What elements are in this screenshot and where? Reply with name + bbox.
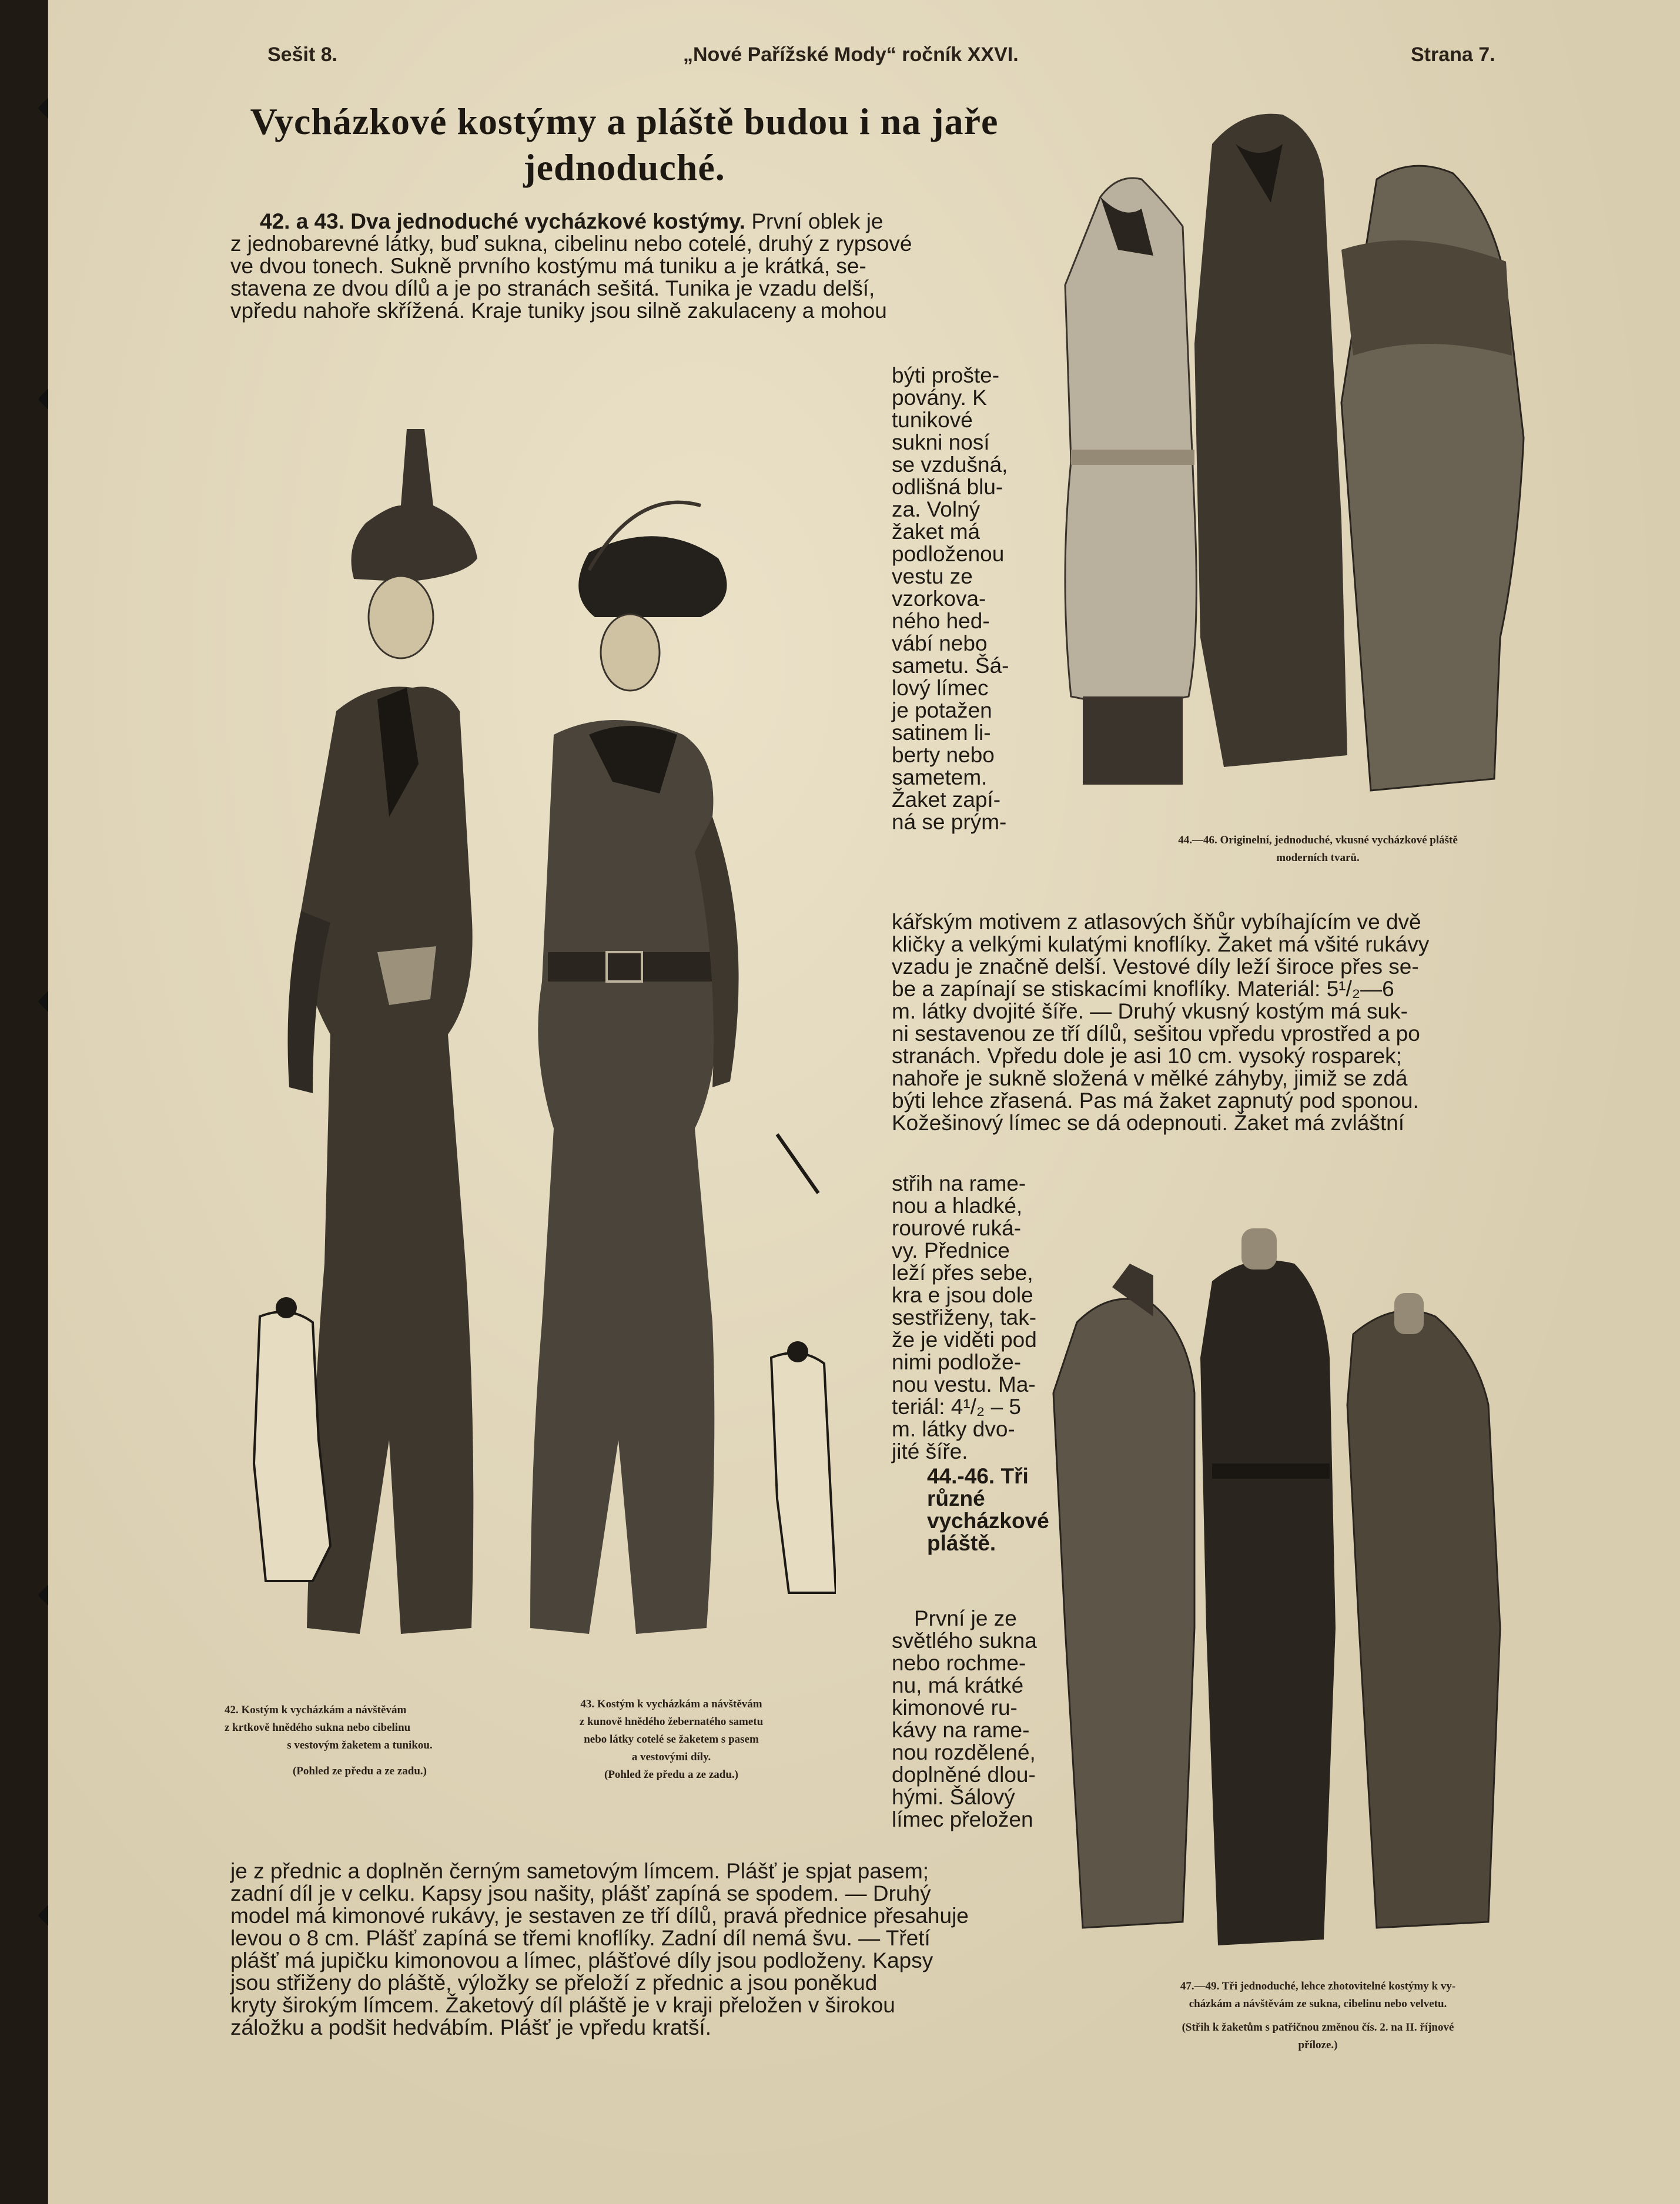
text-line: vestu ze xyxy=(892,564,973,588)
text-line: jité šíře. xyxy=(892,1439,968,1463)
text-line: nu, má krátké xyxy=(892,1673,1024,1697)
text-line: za. Volný xyxy=(892,497,980,521)
text-line: berty nebo xyxy=(892,743,995,767)
text-line: je potažen xyxy=(892,698,992,722)
caption-42 xyxy=(225,1701,495,1780)
text-line: satinem li- xyxy=(892,721,991,745)
text-line: je z přednic a doplněn černým sametovým límcem. Plášť je spjat pasem; xyxy=(230,1859,929,1883)
section-heading-42-43: 42. a 43. Dva jednoduché vycházkové kostýmy. xyxy=(260,209,746,233)
scanner-edge xyxy=(0,0,47,2204)
magazine-title: „Nové Pařížské Mody“ ročník XXVI. xyxy=(683,43,1019,66)
caption-line: z krtkově hnědého sukna nebo cibelinu xyxy=(225,1721,411,1734)
text-line: teriál: 4¹/₂ – 5 xyxy=(892,1395,1022,1419)
text-line: model má kimonové rukávy, je sestaven ze tří dílů, pravá přednice přesahuje xyxy=(230,1904,969,1928)
article-title: Vycházkové kostýmy a pláště budou i na jaře jednoduché. xyxy=(250,101,999,188)
intro-paragraph xyxy=(230,210,1080,322)
text-line: vpředu nahoře skřížená. Kraje tuniky jsou silně zakulaceny a mohou xyxy=(230,299,887,323)
caption-line: příloze.) xyxy=(1298,2039,1338,2051)
caption-line: s vestovým žaketem a tunikou. xyxy=(287,1739,433,1751)
text-line: kra e jsou dole xyxy=(892,1283,1033,1307)
text-line: se vzdušná, xyxy=(892,453,1008,477)
text-line: límec přeložen xyxy=(892,1807,1033,1831)
text-line: stranách. Vpředu dole je asi 10 cm. vysoký rosparek; xyxy=(892,1044,1402,1068)
text-line: První je ze xyxy=(914,1606,1017,1630)
text-line: vzorkova- xyxy=(892,587,986,611)
text-line: střih na rame- xyxy=(892,1171,1026,1195)
fashion-plate-42-43 xyxy=(213,406,836,1669)
caption-line: 43. Kostým k vycházkám a návštěvám xyxy=(580,1698,762,1710)
text-line: leží přes sebe, xyxy=(892,1261,1033,1285)
text-line: světlého sukna xyxy=(892,1629,1037,1653)
text-line: zadní díl je v celku. Kapsy jsou našity, plášť zapíná se spodem. — Druhý xyxy=(230,1881,931,1905)
caption-line: (Pohled že předu a ze zadu.) xyxy=(604,1768,738,1781)
text-line: stavena ze dvou dílů a je po stranách sešitá. Tunika je vzadu delší, xyxy=(230,276,875,300)
caption-line: z kunově hnědého žebernatého sametu xyxy=(579,1716,764,1728)
text-line: nimi podlože- xyxy=(892,1350,1022,1374)
text-line: že je viděti pod xyxy=(892,1328,1037,1352)
text-line: tunikové xyxy=(892,408,973,432)
text-line: vy. Přednice xyxy=(892,1238,1010,1262)
text-line: nou a hladké, xyxy=(892,1194,1023,1218)
text-line: jsou střiženy do pláště, výložky se přeloží z přednic a jsou poněkud xyxy=(230,1971,878,1995)
text-line: ni sestavenou ze tří dílů, sešitou vpředu vprostřed a po xyxy=(892,1021,1420,1046)
text-line: kávy na rame- xyxy=(892,1718,1030,1742)
text-line: kářským motivem z atlasových šňůr vybíhajícím ve dvě xyxy=(892,910,1421,934)
text-line: be a zapínají se stiskacími knoflíky. Materiál: 5¹/₂—6 xyxy=(892,977,1394,1001)
text-line: podloženou xyxy=(892,542,1005,566)
caption-line: (Střih k žaketům s patřičnou změnou čís. 2. na II. říjnové xyxy=(1182,2021,1454,2034)
text-line: z jednobarevné látky, buď sukna, cibelinu nebo cotelé, druhý z rypsové xyxy=(230,232,912,256)
text-line: vzadu je značně delší. Vestové díly leží široce přes se- xyxy=(892,954,1419,979)
text-line: levou o 8 cm. Plášť zapíná se třemi knoflíky. Zadní díl nemá švu. — Třetí xyxy=(230,1926,931,1950)
section-heading-44-46: 44.-46. Tři různé vycházkové pláště. xyxy=(927,1464,1049,1555)
text-line: sestřiženy, tak- xyxy=(892,1305,1037,1329)
text-line: sametu. Šá- xyxy=(892,654,1009,678)
costume-plate-47-49 xyxy=(1042,1217,1547,1969)
text-line: žaket má xyxy=(892,520,980,544)
text-line: ného hed- xyxy=(892,609,990,633)
text-line: odlišná blu- xyxy=(892,475,1003,499)
text-line: Žaket zapí- xyxy=(892,788,1001,812)
text-line: záložku a podšit hedvábím. Plášť je vpředu kratší. xyxy=(230,2015,712,2039)
caption-line: 42. Kostým k vycházkám a návštěvám xyxy=(225,1704,407,1716)
caption-line: moderních tvarů. xyxy=(1276,852,1360,864)
coat-plate-44-46 xyxy=(1048,109,1535,823)
text-line: První oblek je xyxy=(751,209,883,233)
text-column-c xyxy=(892,1607,1050,1831)
text-line: nahoře je sukně složená v mělké záhyby, jimiž se zdá xyxy=(892,1066,1408,1090)
text-line: nebo rochme- xyxy=(892,1651,1026,1675)
text-line: lový límec xyxy=(892,676,989,700)
caption-line: 47.—49. Tři jednoduché, lehce zhotovitelné kostýmy k vy- xyxy=(1180,1980,1456,1992)
figure-47-49-illustration xyxy=(1042,1217,1547,1969)
text-line: ná se prým- xyxy=(892,810,1007,834)
text-line: m. látky dvo- xyxy=(892,1417,1015,1441)
text-line: Kožešinový límec se dá odepnouti. Žaket má zvláštní xyxy=(892,1111,1404,1135)
text-line: býti lehce zřasená. Pas má žaket zapnutý pod sponou. xyxy=(892,1088,1419,1113)
text-line: býti prošte- xyxy=(892,363,1000,387)
text-line: sukni nosí xyxy=(892,430,990,454)
page-number: Strana 7. xyxy=(1411,43,1495,66)
closing-paragraph xyxy=(230,1860,1080,2039)
caption-line: (Pohled ze předu a ze zadu.) xyxy=(293,1765,427,1777)
caption-line: nebo látky cotelé se žaketem s pasem xyxy=(584,1733,759,1746)
text-line: ve dvou tonech. Sukně prvního kostýmu má tuniku a je krátká, se- xyxy=(230,254,866,278)
wide-paragraph xyxy=(892,911,1588,1134)
text-line: povány. K xyxy=(892,386,987,410)
text-line: vábí nebo xyxy=(892,631,988,655)
text-line: kimonové ru- xyxy=(892,1696,1018,1720)
caption-line: 44.—46. Originelní, jednoduché, vkusné vycházkové pláště xyxy=(1178,834,1458,846)
text-line: sametem. xyxy=(892,765,988,789)
caption-43 xyxy=(530,1696,812,1784)
text-line: m. látky dvojité šíře. — Druhý vkusný kostým má suk- xyxy=(892,999,1408,1023)
caption-47-49 xyxy=(1059,1978,1577,2054)
caption-line: cházkám a návštěvám ze sukna, cibelinu nebo velvetu. xyxy=(1189,1998,1447,2010)
magazine-page xyxy=(48,0,1680,2204)
intro-first-line xyxy=(230,210,1080,233)
figure-44-46-illustration xyxy=(1048,109,1535,823)
caption-44-46 xyxy=(1062,832,1574,867)
text-line: hými. Šálový xyxy=(892,1785,1015,1809)
issue-number: Sešit 8. xyxy=(267,43,338,66)
text-line: nou rozdělené, xyxy=(892,1740,1036,1764)
text-line: plášť má jupičku kimonovou a límec, plášťové díly jsou podloženy. Kapsy xyxy=(230,1948,933,1972)
text-line: rourové ruká- xyxy=(892,1216,1022,1240)
text-line: doplněné dlou- xyxy=(892,1763,1036,1787)
text-line: kryty širokým límcem. Žaketový díl pláště je v kraji přeložen v širokou xyxy=(230,1993,895,2017)
text-line: nou vestu. Ma- xyxy=(892,1372,1036,1396)
figure-42-43-illustration xyxy=(213,406,836,1669)
caption-line: a vestovými díly. xyxy=(631,1751,711,1763)
text-line: kličky a velkými kulatými knoflíky. Žaket má všité rukávy xyxy=(892,932,1430,956)
